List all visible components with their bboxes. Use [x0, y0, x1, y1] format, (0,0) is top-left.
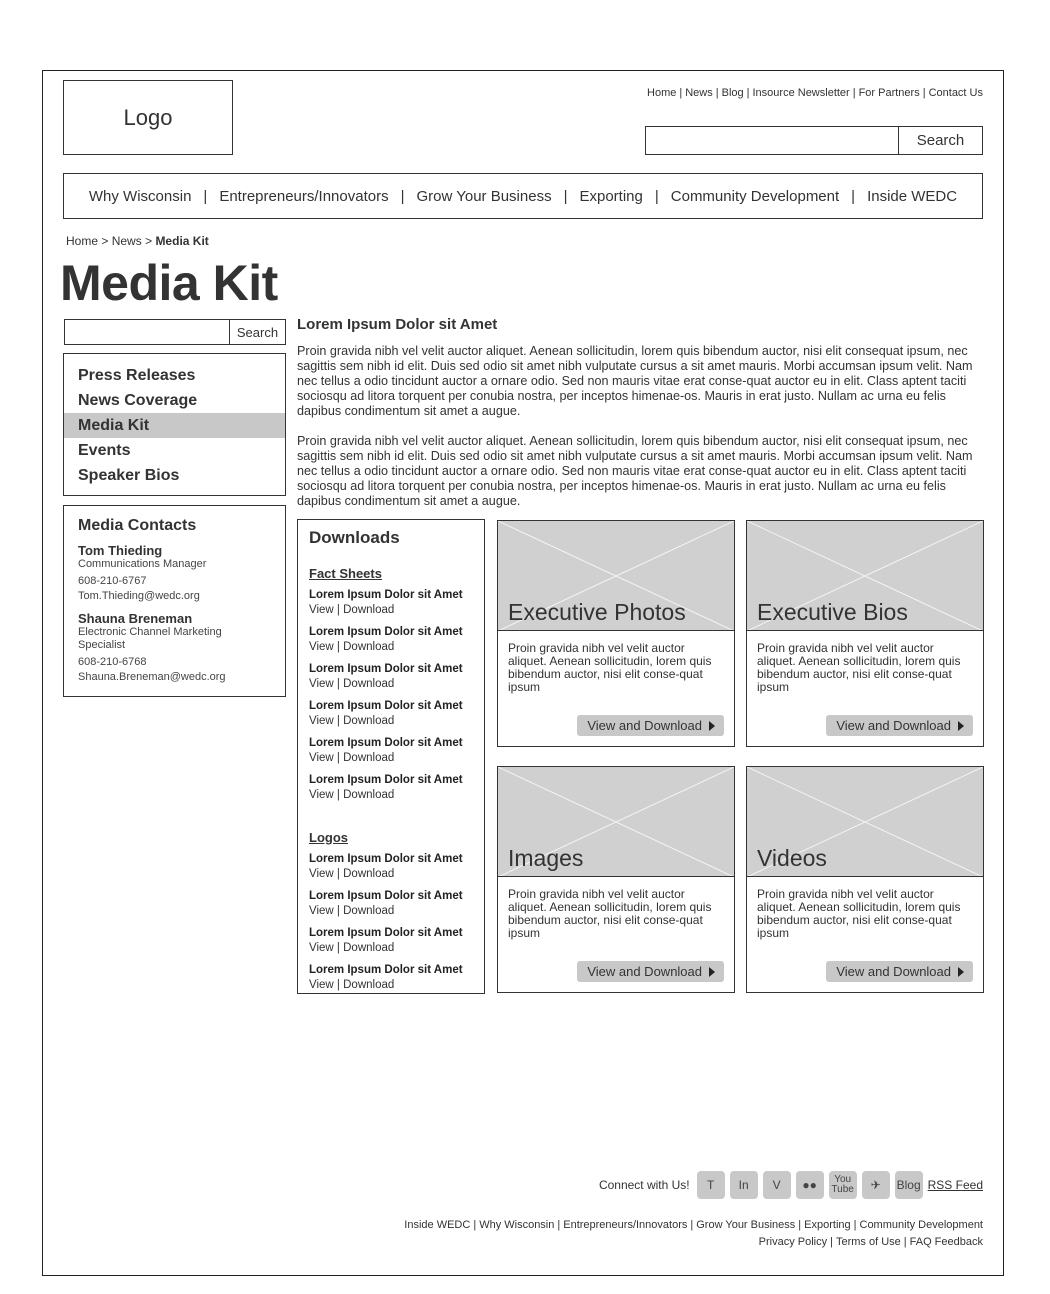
download-item-title: Lorem Ipsum Dolor sit Amet — [309, 700, 463, 712]
util-link-partners[interactable]: For Partners — [858, 87, 920, 99]
footer-link[interactable]: Privacy Policy — [758, 1236, 828, 1248]
rss-feed-link[interactable]: RSS Feed — [927, 1178, 983, 1192]
download-item-links: View | Download — [309, 905, 395, 917]
download-item-links: View | Download — [309, 789, 395, 801]
header-search-input[interactable] — [646, 127, 898, 154]
view-and-download-button[interactable] — [826, 715, 973, 736]
intro-heading: Lorem Ipsum Dolor sit Amet — [297, 316, 498, 333]
view-link[interactable]: View — [309, 604, 334, 616]
util-link-news[interactable]: News — [685, 87, 713, 99]
plane-icon[interactable]: ✈ — [862, 1171, 890, 1199]
download-item-title: Lorem Ipsum Dolor sit Amet — [309, 589, 463, 601]
downloads-section-heading[interactable]: Logos — [309, 830, 348, 845]
vimeo-icon[interactable]: V — [763, 1171, 791, 1199]
sidebar-search-button[interactable]: Search — [229, 320, 285, 344]
footer-link[interactable]: Entrepreneurs/Innovators — [563, 1219, 688, 1231]
sidebar-item-news-coverage[interactable]: News Coverage — [78, 392, 198, 409]
play-arrow-icon — [709, 967, 715, 977]
sidebar-search-input[interactable] — [65, 320, 229, 344]
contact-role: Communications Manager — [78, 558, 207, 570]
footer-link[interactable]: Inside WEDC — [404, 1219, 471, 1231]
card-description: Proin gravida nibh vel velit auctor aliquet. Aenean sollicitudin, lorem quis bibendum auctor, nisi elit conse-quat ipsum — [757, 887, 961, 940]
download-link[interactable]: Download — [343, 905, 395, 917]
button-label: View and Download — [587, 964, 702, 979]
connect-label: Connect with Us! — [598, 1178, 690, 1192]
sidebar-nav — [63, 353, 286, 496]
media-card — [497, 520, 735, 747]
download-item — [309, 736, 473, 766]
view-link[interactable]: View — [309, 905, 334, 917]
view-link[interactable]: View — [309, 979, 334, 991]
footer-link[interactable]: Exporting — [804, 1219, 851, 1231]
download-item-links: View | Download — [309, 868, 395, 880]
intro-paragraph: Proin gravida nibh vel velit auctor aliquet. Aenean sollicitudin, lorem quis bibendum auctor, nisi elit consequat ipsum, nec sagittis sem nibh id elit. Duis sed odio sit amet nibh vulputate cursus a sit amet mauris. Morbi accumsan ipsum velit. Nam nec tellus a odio tincidunt auctor a ornare odio. Sed non mauris vitae erat conse-quat auctor eu in elit. Class aptent taciti sociosqu ad litora torquent per conubia nostra, per inceptos himenae-os. Mauris in erat justo. Nullam ac urna eu felis dapibus condimentum sit amet a augue. — [297, 344, 973, 418]
contact-phone: 608-210-6768 — [78, 656, 147, 668]
util-link-home[interactable]: Home — [647, 87, 677, 99]
play-arrow-icon — [958, 967, 964, 977]
footer-row-1: Inside WEDC | Why Wisconsin | Entrepreneurs/Innovators | Grow Your Business | Exporting | Community Development — [404, 1219, 983, 1231]
download-link[interactable]: Download — [343, 678, 395, 690]
main-nav-community[interactable]: Community Development — [670, 187, 840, 205]
sidebar-item-speaker-bios[interactable]: Speaker Bios — [78, 467, 180, 484]
download-item — [309, 963, 473, 993]
view-and-download-button[interactable] — [577, 961, 724, 982]
contact-email[interactable]: Shauna.Breneman@wedc.org — [78, 671, 226, 683]
downloads-sections — [309, 566, 473, 993]
download-item-title: Lorem Ipsum Dolor sit Amet — [309, 663, 463, 675]
footer-link[interactable]: Why Wisconsin — [479, 1219, 555, 1231]
main-nav-why-wisconsin[interactable]: Why Wisconsin — [88, 187, 192, 205]
card-image-placeholder — [498, 521, 734, 631]
download-link[interactable]: Download — [343, 752, 395, 764]
header-search — [645, 126, 983, 155]
download-link[interactable]: Download — [343, 641, 395, 653]
header-search-button[interactable]: Search — [898, 127, 982, 154]
twitter-icon[interactable]: T — [697, 1171, 725, 1199]
card-title: Executive Photos — [508, 599, 686, 625]
media-card — [746, 520, 984, 747]
card-description: Proin gravida nibh vel velit auctor aliquet. Aenean sollicitudin, lorem quis bibendum auctor, nisi elit conse-quat ipsum — [757, 641, 961, 694]
media-card — [746, 766, 984, 993]
util-link-blog[interactable]: Blog — [721, 87, 744, 99]
downloads-panel — [297, 519, 485, 994]
contact-card — [78, 612, 271, 684]
download-item — [309, 773, 473, 803]
download-item — [309, 588, 473, 618]
downloads-section-heading[interactable]: Fact Sheets — [309, 566, 382, 581]
download-item-title: Lorem Ipsum Dolor sit Amet — [309, 853, 463, 865]
flickr-icon[interactable]: ●● — [796, 1171, 824, 1199]
download-item — [309, 852, 473, 882]
sidebar-item-press-releases[interactable]: Press Releases — [78, 367, 196, 384]
media-contacts-title: Media Contacts — [78, 517, 197, 534]
card-title: Videos — [757, 845, 827, 871]
download-item-title: Lorem Ipsum Dolor sit Amet — [309, 964, 463, 976]
button-label: View and Download — [836, 718, 951, 733]
card-image-placeholder — [498, 767, 734, 877]
download-item — [309, 889, 473, 919]
view-link[interactable]: View — [309, 942, 334, 954]
play-arrow-icon — [709, 721, 715, 731]
download-item-links: View | Download — [309, 752, 395, 764]
contact-name: Tom Thieding — [78, 543, 163, 558]
download-item-links: View | Download — [309, 979, 395, 991]
contact-email[interactable]: Tom.Thieding@wedc.org — [78, 590, 200, 602]
footer-link[interactable]: Terms of Use — [835, 1236, 901, 1248]
utility-nav: Home | News | Blog | Insource Newsletter | For Partners | Contact Us — [647, 87, 983, 99]
download-item-links: View | Download — [309, 715, 395, 727]
main-nav-exporting[interactable]: Exporting — [579, 187, 643, 205]
intro-paragraph: Proin gravida nibh vel velit auctor aliquet. Aenean sollicitudin, lorem quis bibendum auctor, nisi elit consequat ipsum, nec sagittis sem nibh id elit. Duis sed odio sit amet nibh vulputate cursus a sit amet mauris. Morbi accumsan ipsum velit. Nam nec tellus a odio tincidunt auctor a ornare odio. Sed non mauris vitae erat conse-quat auctor eu in elit. Class aptent taciti sociosqu ad litora torquent per conubia nostra, per inceptos himenae-os. Mauris in erat justo. Nullam ac urna eu felis dapibus condimentum sit amet a augue. — [297, 434, 973, 508]
download-item-title: Lorem Ipsum Dolor sit Amet — [309, 774, 463, 786]
footer-link[interactable]: Community Development — [859, 1219, 983, 1231]
downloads-title: Downloads — [309, 528, 400, 547]
download-item-links: View | Download — [309, 678, 395, 690]
view-and-download-button[interactable] — [577, 715, 724, 736]
download-item — [309, 926, 473, 956]
contact-name: Shauna Breneman — [78, 611, 193, 626]
download-link[interactable]: Download — [343, 715, 395, 727]
view-link[interactable]: View — [309, 789, 334, 801]
breadcrumb-current: Media Kit — [155, 234, 209, 248]
util-link-newsletter[interactable]: Insource Newsletter — [752, 87, 850, 99]
card-description: Proin gravida nibh vel velit auctor aliquet. Aenean sollicitudin, lorem quis bibendum auctor, nisi elit conse-quat ipsum — [508, 641, 712, 694]
sidebar-search — [64, 319, 286, 345]
download-link[interactable]: Download — [343, 789, 395, 801]
card-description: Proin gravida nibh vel velit auctor aliquet. Aenean sollicitudin, lorem quis bibendum auctor, nisi elit conse-quat ipsum — [508, 887, 712, 940]
download-link[interactable]: Download — [343, 868, 395, 880]
main-nav-grow-business[interactable]: Grow Your Business — [416, 187, 552, 205]
view-and-download-button[interactable] — [826, 961, 973, 982]
download-item-title: Lorem Ipsum Dolor sit Amet — [309, 737, 463, 749]
view-link[interactable]: View — [309, 752, 334, 764]
view-link[interactable]: View — [309, 641, 334, 653]
blog-icon[interactable]: Blog — [895, 1171, 923, 1199]
card-title: Executive Bios — [757, 599, 908, 625]
page-title: Media Kit — [60, 255, 278, 311]
breadcrumb-home[interactable]: Home — [66, 234, 99, 248]
download-item-links: View | Download — [309, 942, 395, 954]
download-item-title: Lorem Ipsum Dolor sit Amet — [309, 626, 463, 638]
card-image-placeholder — [747, 521, 983, 631]
download-item-links: View | Download — [309, 604, 395, 616]
download-item — [309, 625, 473, 655]
main-nav: Why Wisconsin | Entrepreneurs/Innovators | Grow Your Business | Exporting | Community Development | Inside WEDC — [63, 173, 983, 219]
card-title: Images — [508, 845, 584, 871]
connect-bar — [599, 1171, 983, 1199]
card-image-placeholder — [747, 767, 983, 877]
media-card — [497, 766, 735, 993]
contact-phone: 608-210-6767 — [78, 575, 147, 587]
download-link[interactable]: Download — [343, 604, 395, 616]
sidebar-item-events[interactable]: Events — [78, 442, 131, 459]
download-item — [309, 699, 473, 729]
linkedin-icon[interactable]: In — [730, 1171, 758, 1199]
view-link[interactable]: View — [309, 715, 334, 727]
download-item — [309, 662, 473, 692]
download-link[interactable]: Download — [343, 942, 395, 954]
social-icons — [697, 1171, 928, 1199]
footer-links — [404, 1217, 983, 1251]
sidebar-item-media-kit[interactable]: Media Kit — [64, 413, 285, 438]
intro-section — [297, 316, 981, 524]
youtube-icon[interactable]: You Tube — [829, 1171, 857, 1199]
download-item-title: Lorem Ipsum Dolor sit Amet — [309, 927, 463, 939]
download-item-links: View | Download — [309, 641, 395, 653]
breadcrumb: Home > News > Media Kit — [66, 234, 209, 248]
footer-link[interactable]: FAQ Feedback — [909, 1236, 983, 1248]
util-link-contact[interactable]: Contact Us — [928, 87, 983, 99]
view-link[interactable]: View — [309, 678, 334, 690]
breadcrumb-news[interactable]: News — [111, 234, 142, 248]
page-frame — [42, 70, 1004, 1276]
download-item-title: Lorem Ipsum Dolor sit Amet — [309, 890, 463, 902]
button-label: View and Download — [587, 718, 702, 733]
media-contacts — [63, 505, 286, 697]
contact-role: Electronic Channel Marketing Specialist — [78, 626, 222, 651]
footer-link[interactable]: Grow Your Business — [696, 1219, 796, 1231]
logo[interactable]: Logo — [63, 80, 233, 155]
contact-card — [78, 544, 271, 603]
view-link[interactable]: View — [309, 868, 334, 880]
button-label: View and Download — [836, 964, 951, 979]
main-nav-entrepreneurs[interactable]: Entrepreneurs/Innovators — [219, 187, 389, 205]
play-arrow-icon — [958, 721, 964, 731]
main-nav-inside-wedc[interactable]: Inside WEDC — [867, 187, 958, 205]
footer-row-2: Privacy Policy | Terms of Use | FAQ Feedback — [758, 1236, 983, 1248]
download-link[interactable]: Download — [343, 979, 395, 991]
